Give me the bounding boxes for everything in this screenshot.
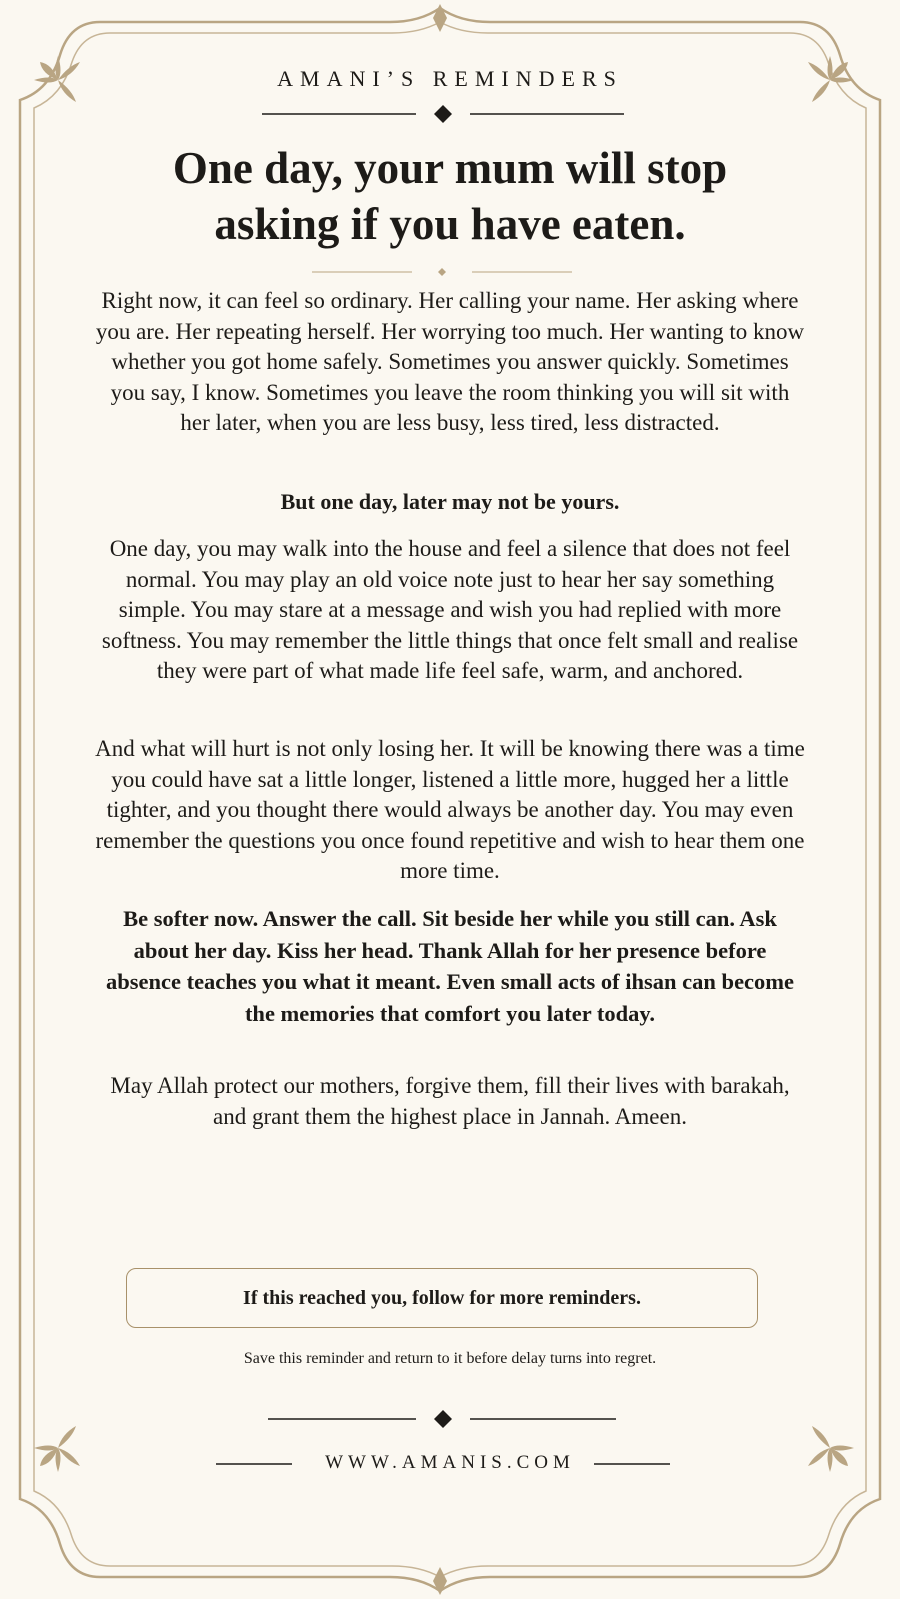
paragraph-intro: Right now, it can feel so ordinary. Her calling your name. Her asking where you are. Her repeating herself. Her worrying too much. Her wanting to know whether you got home safely. Sometimes you answer quickly. Sometimes you say, I know. Sometimes you leave the room thinking you will sit with her later, when you are less busy, less tired, less distracted. <box>95 288 805 435</box>
save-note: Save this reminder and return to it before delay turns into regret. <box>243 1350 657 1367</box>
page-title: One day, your mum will stop asking if you have eaten. <box>172 143 728 249</box>
follow-cta-text: If this reached you, follow for more reminders. <box>243 1286 641 1309</box>
brand-title: AMANI’S REMINDERS <box>277 66 623 91</box>
paragraph-dua: May Allah protect our mothers, forgive them, fill their lives with barakah, and grant them the highest place in Jannah. Ameen. <box>110 1073 790 1129</box>
paragraph-hurt: And what will hurt is not only losing her. It will be knowing there was a time you could have sat a little longer, listened a little more, hugged her a little tighter, and you thought there would always be another day. You may even remember the questions you once found repetitive and wish to hear them one more time. <box>95 736 805 883</box>
paragraph-silence: One day, you may walk into the house and feel a silence that does not feel normal. You may play an old voice note just to hear her say something simple. You may stare at a message and wish you had replied with more softness. You may remember the little things that once felt small and realise they were part of what made life feel safe, warm, and anchored. <box>101 536 799 683</box>
website-link[interactable]: WWW.AMANIS.COM <box>325 1452 575 1473</box>
paragraph-call-to-action: Be softer now. Answer the call. Sit beside her while you still can. Ask about her day. Kiss her head. Thank Allah for her presence before absence teaches you what it meant. Even small acts of ihsan can become the memories that comfort you later today. <box>105 906 795 1026</box>
follow-cta-box[interactable] <box>126 1268 758 1328</box>
paragraph-emphasis: But one day, later may not be yours. <box>280 489 620 514</box>
